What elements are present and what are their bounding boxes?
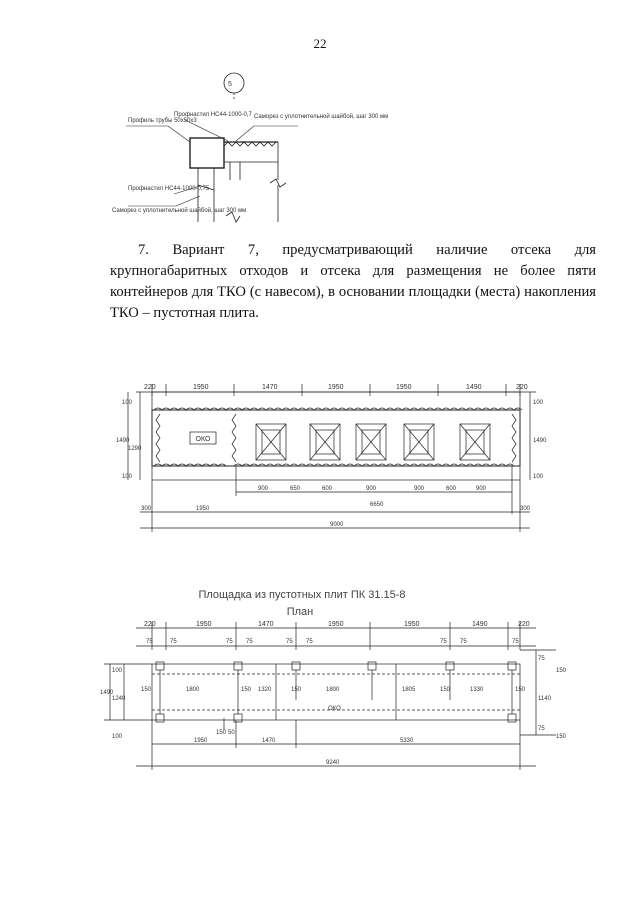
plan2-sub-dim: 75 — [440, 639, 447, 645]
plan2-top-dim: 1490 — [472, 621, 488, 628]
plan2-bottom-dim: 5330 — [400, 738, 414, 744]
plan2-top-dim: 1950 — [328, 621, 344, 628]
plan1-mid-dim: 600 — [446, 486, 457, 492]
plan1-left-dim: 100 — [122, 400, 133, 406]
plan2-bottom-dim: 1470 — [262, 738, 276, 744]
plan1-bottom-dim: 1950 — [196, 506, 210, 512]
plan1-top-dim: 1490 — [466, 384, 482, 391]
plan1-mid-dim: 900 — [258, 486, 269, 492]
plan2-top-dim: 220 — [144, 621, 156, 628]
detail-label-2: Профнастил НС44-1000-0,7 — [174, 112, 252, 118]
plan2-mid-dim: 1805 — [402, 687, 416, 693]
plan2-mid-dim: 1800 — [326, 687, 340, 693]
plan1-top-dim: 220 — [516, 384, 528, 391]
plan2-mid-dim: 1320 — [258, 687, 272, 693]
plan2-mid-dim: 1330 — [470, 687, 484, 693]
plan2-mid-dim: 150 — [440, 687, 451, 693]
plan1-right-dim: 100 — [533, 400, 544, 406]
plan2-left-dim: 1490 — [100, 690, 114, 696]
plan2-center-label: ОКО — [328, 706, 341, 712]
plan2-top-dim: 1950 — [404, 621, 420, 628]
plan1-bottom-dim: 300 — [520, 506, 531, 512]
plan2-sub-dim: 75 — [226, 639, 233, 645]
plan1-top-dim: 1950 — [328, 384, 344, 391]
plan2-mid-dim: 150 — [241, 687, 252, 693]
plan1-top-dim: 220 — [144, 384, 156, 391]
plan2-sub-dim: 75 — [146, 639, 153, 645]
plan2-right-dim: 75 — [538, 726, 545, 732]
plan1-mid-dim: 900 — [414, 486, 425, 492]
plan2-sub-dim: 75 — [460, 639, 467, 645]
plan2-mid-dim: 1800 — [186, 687, 200, 693]
variant-7-description: 7. Вариант 7, предусматривающий наличие отсека для крупногабаритных отходов и отсека для размещения не более пяти контейнеров для ТКО (с навесом), в основании площадки (места) накопления ТКО – пустотная плита. — [110, 242, 596, 321]
plan1-total-dim: 9000 — [330, 522, 344, 528]
plan1-mid-dim: 900 — [366, 486, 377, 492]
plan2-right-dim: 150 — [556, 734, 567, 740]
plan2-small-dim: 150 — [216, 730, 227, 736]
plan2-right-dim: 75 — [538, 656, 545, 662]
detail-label-3: Саморез с уплотнительной шайбой, шаг 300 мм — [254, 114, 389, 120]
plan2-sub-dim: 75 — [246, 639, 253, 645]
plan1-mid-dim: 900 — [476, 486, 487, 492]
plan1-top-dim: 1470 — [262, 384, 278, 391]
plan1-mid-dim: 600 — [322, 486, 333, 492]
plan1-left-dim: 100 — [122, 474, 133, 480]
plan2-top-dim: 1470 — [258, 621, 274, 628]
plan2-small-dim: 50 — [228, 730, 235, 736]
plan2-subtitle: План — [286, 606, 314, 618]
plan2-mid-dim: 150 — [141, 687, 152, 693]
plan1-mid-dim: 650 — [290, 486, 301, 492]
page-number: 22 — [313, 36, 327, 51]
plan2-left-dim: 100 — [112, 668, 123, 674]
plan2-total-dim: 9240 — [326, 760, 340, 766]
plan1-right-dim: 100 — [533, 474, 544, 480]
plan1-bottom-dim: 300 — [141, 506, 152, 512]
plan2-top-dim: 1950 — [196, 621, 212, 628]
plan2-sub-dim: 75 — [512, 639, 519, 645]
plan2-sub-dim: 75 — [306, 639, 313, 645]
plan2-right-dim: 150 — [556, 668, 567, 674]
plan1-left-dim: 1290 — [128, 446, 142, 452]
plan2-left-dim: 1240 — [112, 696, 126, 702]
plan1-top-dim: 1950 — [193, 384, 209, 391]
plan2-left-dim: 100 — [112, 734, 123, 740]
plan2-bottom-dim: 1950 — [194, 738, 208, 744]
plan2-right-dim: 1140 — [538, 696, 551, 702]
plan2-sub-dim: 75 — [170, 639, 177, 645]
bulky-waste-label: ОКО — [195, 436, 211, 443]
detail-label-5: Саморез с уплотнительной шайбой, шаг 300 мм — [112, 208, 247, 214]
detail-label-4: Профнастил НС44-1000-0,75 — [128, 186, 210, 192]
plan1-left-dim: 1490 — [116, 438, 130, 444]
plan1-bottom-dim: 6650 — [370, 502, 384, 508]
detail-label-1: Профиль трубы 50х50х3 — [128, 118, 197, 124]
callout-number: 5 — [228, 81, 232, 88]
plan2-sub-dim: 75 — [286, 639, 293, 645]
plan1-right-dim: 1490 — [533, 438, 547, 444]
plan1-top-dim: 1950 — [396, 384, 412, 391]
plan2-mid-dim: 150 — [515, 687, 526, 693]
plan2-title: Площадка из пустотных плит ПК 31.15-8 — [198, 589, 406, 601]
plan2-mid-dim: 150 — [291, 687, 302, 693]
plan2-top-dim: 220 — [518, 621, 530, 628]
